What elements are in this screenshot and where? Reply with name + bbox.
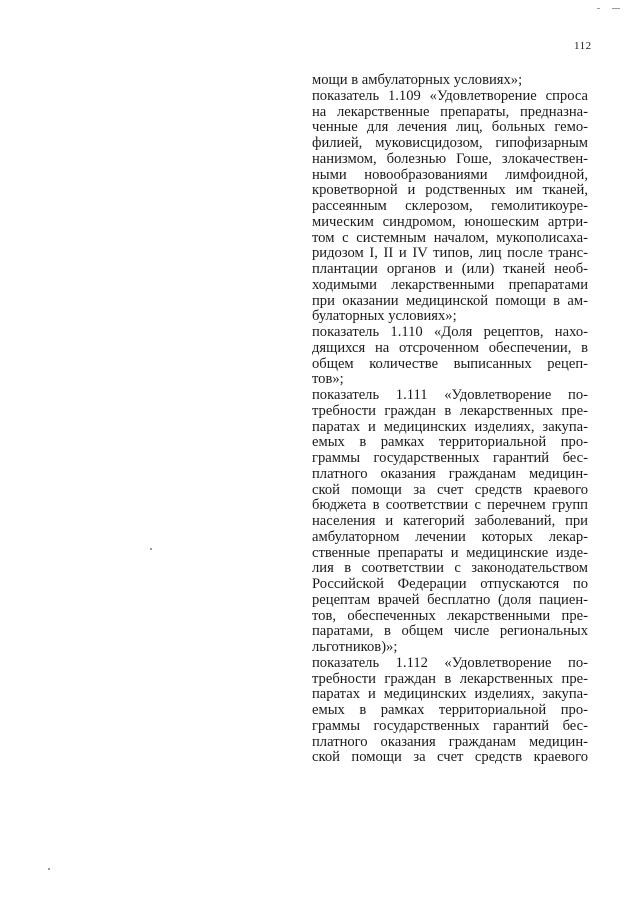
text-line: граммы государственных гарантий бес- <box>312 451 588 466</box>
text-line: требности граждан в лекарственных пре- <box>312 403 588 419</box>
text-line: плантации органов и (или) тканей необ- <box>312 262 588 277</box>
text-line: лия в соответствии с законодательством <box>312 561 588 577</box>
text-line: ходимыми лекарственными препаратами <box>312 277 588 293</box>
text-line: кроветворной и родственных им тканей, <box>312 183 588 199</box>
text-line: рецептам врачей бесплатно (доля пациен- <box>312 592 588 608</box>
text-line: ными новообразованиями лимфоидной, <box>312 167 588 183</box>
text-line: показатель 1.110 «Доля рецептов, нахо- <box>312 325 588 340</box>
text-line: тов»; <box>312 372 344 388</box>
text-line: паратами, в общем числе региональных <box>312 624 588 640</box>
text-line: паратах и медицинских изделиях, закупа- <box>312 687 588 703</box>
scan-speck <box>48 868 50 870</box>
scan-speck <box>150 548 152 550</box>
text-line: граммы государственных гарантий бес- <box>312 718 588 734</box>
text-line: платного оказания гражданам медицин- <box>312 466 588 482</box>
text-line: дящихся на отсроченном обеспечении, в <box>312 340 588 356</box>
text-line: рассеянным склерозом, гемолитикоуре- <box>312 199 588 214</box>
text-line: амбулаторном лечении которых лекар- <box>312 529 588 545</box>
text-line: показатель 1.111 «Удовлетворение по- <box>312 388 588 403</box>
text-line: показатель 1.109 «Удовлетворение спроса <box>312 88 588 104</box>
text-line: мощи в амбулаторных условиях»; <box>312 73 523 88</box>
text-line: показатель 1.112 «Удовлетворение по- <box>312 655 588 671</box>
text-line: населения и категорий заболеваний, при <box>312 514 588 529</box>
text-line: ской помощи за счет средств краевого <box>312 750 588 766</box>
text-line: ственные препараты и медицинские изде- <box>312 545 588 561</box>
text-line: Российской Федерации отпускаются по <box>312 577 588 592</box>
text-line: ченные для лечения лиц, больных гемо- <box>312 120 588 136</box>
text-line: емых в рамках территориальной про- <box>312 435 588 451</box>
text-line: ской помощи за счет средств краевого <box>312 482 588 498</box>
text-line: платного оказания гражданам медицин- <box>312 734 588 750</box>
text-line: мическим синдромом, юношеским артри- <box>312 214 588 230</box>
text-line: том с системным началом, мукополисаха- <box>312 230 588 246</box>
text-line: ридозом I, II и IV типов, лиц после транс- <box>312 246 588 262</box>
text-line: емых в рамках территориальной про- <box>312 703 588 718</box>
text-line: льготников)»; <box>312 640 398 655</box>
text-line: булаторных условиях»; <box>312 309 457 325</box>
text-line: при оказании медицинской помощи в ам- <box>312 293 588 309</box>
text-line: нанизмом, болезнью Гоше, злокачествен- <box>312 151 588 167</box>
page-number: 112 <box>574 40 592 52</box>
text-line: паратах и медицинских изделиях, закупа- <box>312 419 588 435</box>
text-line: требности граждан в лекарственных пре- <box>312 671 588 687</box>
text-line: бюджета в соответствии с перечнем групп <box>312 498 588 514</box>
text-line: тов, обеспеченных лекарственными пре- <box>312 608 588 624</box>
scan-speck <box>597 8 600 9</box>
scan-speck <box>612 8 620 9</box>
document-text-column <box>312 73 588 766</box>
text-line: общем количестве выписанных рецеп- <box>312 356 588 372</box>
text-line: филией, муковисцидозом, гипофизарным <box>312 136 588 151</box>
text-line: на лекарственные препараты, предназна- <box>312 104 588 120</box>
